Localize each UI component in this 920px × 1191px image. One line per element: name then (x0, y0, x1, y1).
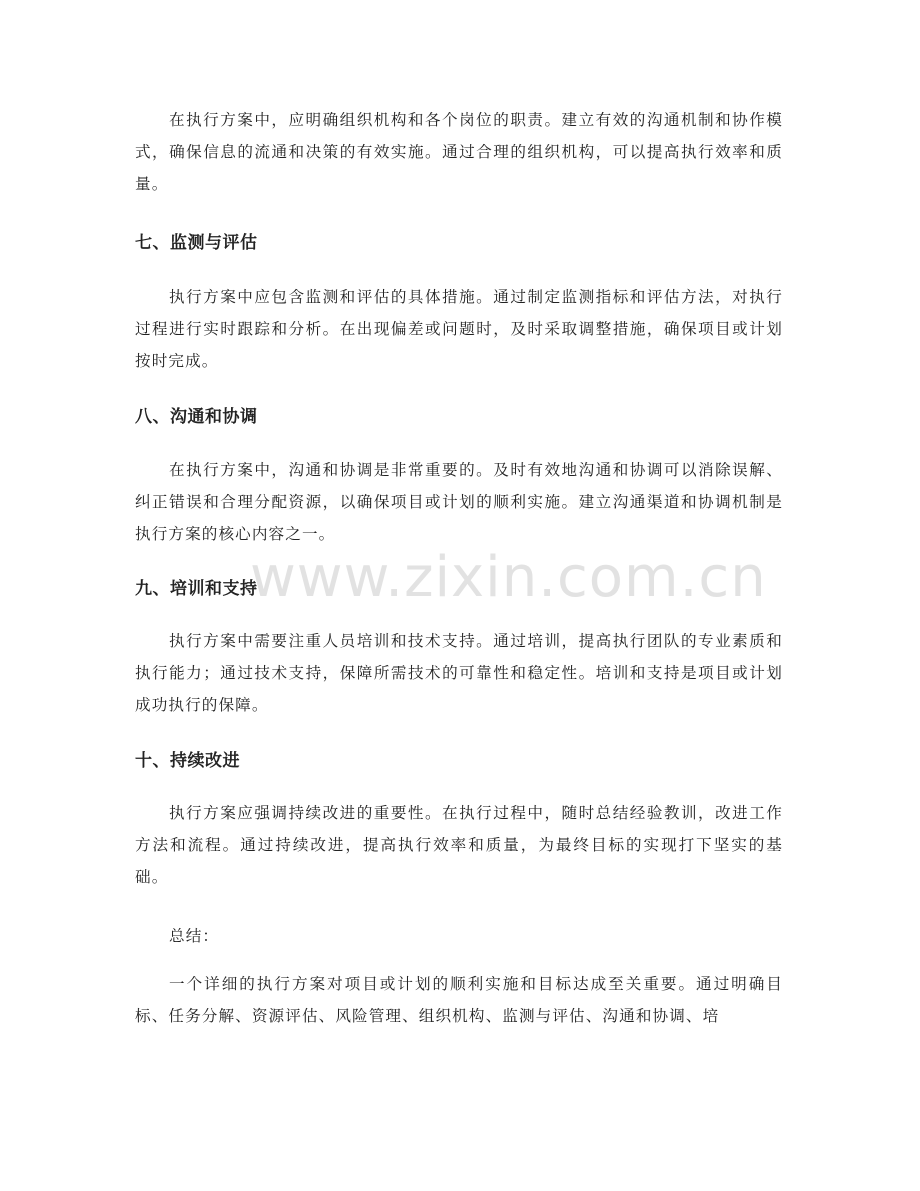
paragraph-continuous-improvement: 执行方案应强调持续改进的重要性。在执行过程中，随时总结经验教训，改进工作方法和流程。通过持续改进，提高执行效率和质量，为最终目标的实现打下坚实的基础。 (135, 804, 783, 886)
paragraph-communication-coordination: 在执行方案中，沟通和协调是非常重要的。及时有效地沟通和协调可以消除误解、纠正错误和合理分配资源，以确保项目或计划的顺利实施。建立沟通渠道和协调机制是执行方案的核心内容之一。 (135, 461, 783, 543)
watermark: www.zixin.com.cn (250, 545, 767, 610)
heading-continuous-improvement: 十、持续改进 (135, 751, 240, 771)
paragraph-monitoring-evaluation: 执行方案中应包含监测和评估的具体措施。通过制定监测指标和评估方法，对执行过程进行实时跟踪和分析。在出现偏差或问题时，及时采取调整措施，确保项目或计划按时完成。 (135, 288, 783, 370)
heading-training-support: 九、培训和支持 (135, 579, 258, 599)
heading-monitoring-evaluation: 七、监测与评估 (135, 233, 258, 253)
paragraph-summary: 一个详细的执行方案对项目或计划的顺利实施和目标达成至关重要。通过明确目标、任务分解、资源评估、风险管理、组织机构、监测与评估、沟通和协调、培 (135, 975, 783, 1025)
heading-communication-coordination: 八、沟通和协调 (135, 407, 258, 427)
paragraph-organization: 在执行方案中，应明确组织机构和各个岗位的职责。建立有效的沟通机制和协作模式，确保信息的流通和决策的有效实施。通过合理的组织机构，可以提高执行效率和质量。 (135, 111, 783, 193)
paragraph-training-support: 执行方案中需要注重人员培训和技术支持。通过培训，提高执行团队的专业素质和执行能力；通过技术支持，保障所需技术的可靠性和稳定性。培训和支持是项目或计划成功执行的保障。 (135, 632, 783, 714)
summary-label: 总结： (169, 927, 220, 945)
